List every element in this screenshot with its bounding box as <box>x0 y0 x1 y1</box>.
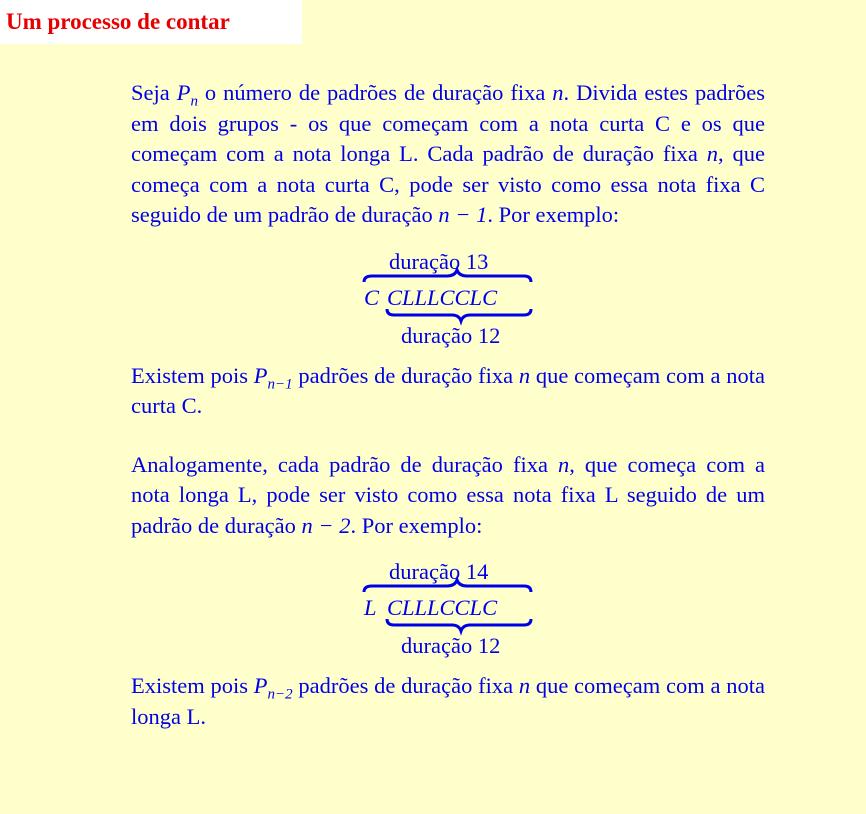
p3-text-2: , que começa com a nota longa L, pode ser visto como essa nota fixa L seguido de um padrão de duração <box>131 451 765 538</box>
formula1-fixed-note: C <box>364 284 380 310</box>
formula1-bottom-label: duração 12 <box>401 322 501 348</box>
p1-text-1: Seja <box>131 80 177 105</box>
slide-content <box>131 78 765 732</box>
paragraph-definition <box>131 78 765 231</box>
p2-text-2: padrões de duração fixa <box>292 362 519 388</box>
p1-var-n: n <box>552 80 564 105</box>
formula1-top-label: duração 13 <box>389 248 489 274</box>
p1-text-5: . Por exemplo: <box>487 202 620 227</box>
formula2-bottom-label: duração 12 <box>401 633 501 658</box>
p3-text-3: . Por exemplo: <box>350 512 483 538</box>
title-box <box>0 0 302 44</box>
p4-var-p: P <box>253 673 268 698</box>
p2-text-3: que começam com a nota curta C. <box>131 362 765 418</box>
p1-text-2: o número de padrões de duração fixa <box>197 80 553 105</box>
p1-text-3: . Divida estes padrões em dois grupos - os que começam com a nota curta C e os que começam com a nota longa L. Cada padrão de duração fixa <box>131 80 765 166</box>
p2-var-p: P <box>253 362 268 388</box>
p2-var-n: n <box>518 362 531 388</box>
p4-text-3: que começam com a nota longa L. <box>131 673 765 729</box>
formula2-top-label: duração 14 <box>389 559 489 584</box>
formula-long-note <box>131 553 765 658</box>
paragraph-long-note <box>131 450 765 542</box>
p4-text-2: padrões de duração fixa <box>292 673 519 698</box>
p3-var-n: n <box>558 451 570 477</box>
p2-text-1: Existem pois <box>131 362 254 388</box>
p1-var-n-2: n <box>706 141 718 166</box>
paragraph-short-count <box>131 361 765 422</box>
p2-sub: n−1 <box>267 376 293 392</box>
formula-short-note <box>131 243 765 348</box>
formula2-sequence: CLLLCCLC <box>387 595 498 620</box>
formula1-sequence: CLLLCCLC <box>387 284 498 310</box>
paragraph-long-count <box>131 671 765 732</box>
p1-sub-n: n <box>190 93 198 110</box>
p3-expr: n − 2 <box>301 512 351 538</box>
p4-sub: n−2 <box>267 686 293 703</box>
p4-var-n: n <box>518 673 531 698</box>
formula2-fixed-note: L <box>364 595 377 620</box>
p4-text-1: Existem pois <box>131 673 254 698</box>
p3-text-1: Analogamente, cada padrão de duração fixa <box>131 451 558 477</box>
p1-var-p: P <box>176 80 191 105</box>
slide-title: Um processo de contar <box>6 9 230 34</box>
p1-text-4: , que começa com a nota curta C, pode ser visto como essa nota fixa C seguido de um padrão de duração <box>131 141 765 227</box>
p1-expr: n − 1 <box>438 202 488 227</box>
